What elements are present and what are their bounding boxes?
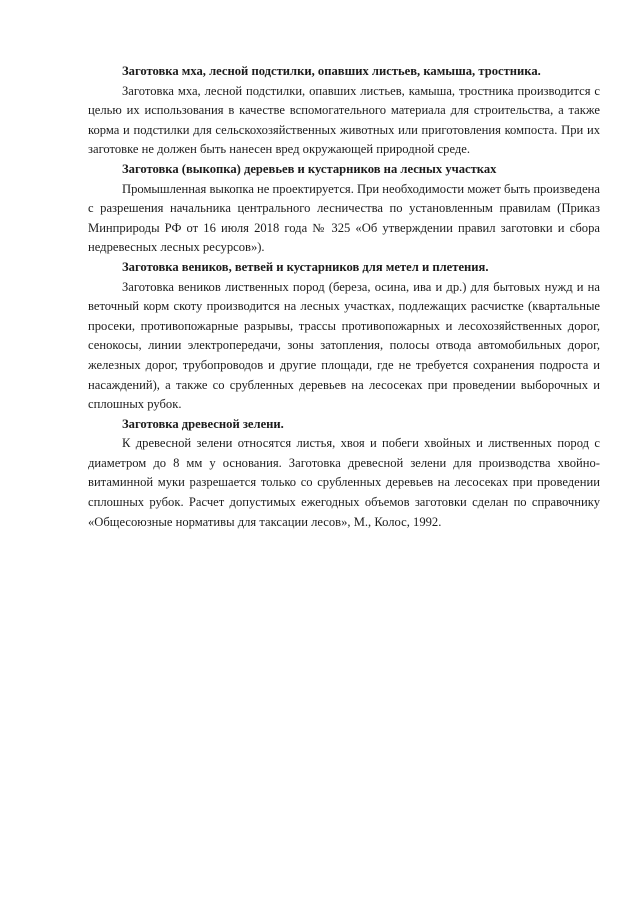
section-title: Заготовка мха, лесной подстилки, опавших листьев, камыша, тростника. (122, 64, 541, 78)
section-moss-litter (88, 62, 600, 160)
section-paragraph: Промышленная выкопка не проектируется. При необходимости может быть произведена с разрешения начальника центрального лесничества по установленным правилам (Приказ Минприроды РФ от 16 июля 2018 года № 325 «Об утверждении правил заготовки и сбора недревесных лесных ресурсов»). (88, 181, 600, 255)
section-paragraph: Заготовка мха, лесной подстилки, опавших листьев, камыша, тростника производится с целью их использования в качестве вспомогательного материала для строительства, а также корма и подстилки для сельскохозяйственных животных или приготовления компоста. При их заготовке не должен быть нанесен вред окружающей природной среде. (88, 83, 600, 157)
section-paragraph: Заготовка веников лиственных пород (береза, осина, ива и др.) для бытовых нужд и на веточный корм скоту производится на лесных участках, подлежащих расчистке (квартальные просеки, противопожарные разрывы, трассы противопожарных и лесохозяйственных дорог, сенокосы, линии электропередачи, зоны затопления, полосы отвода автомобильных дорог, железных дорог, трубопроводов и другие площади, где не требуется сохранения подроста и насаждений), а также со срубленных деревьев на лесосеках при проведении выборочных и сплошных рубок. (88, 279, 600, 412)
section-title: Заготовка веников, ветвей и кустарников для метел и плетения. (122, 259, 489, 274)
document-page (88, 62, 600, 532)
section-paragraph: К древесной зелени относятся листья, хвоя и побеги хвойных и лиственных пород с диаметром до 8 мм у основания. Заготовка древесной зелени для производства хвойно-витаминной муки разрешается только со срубленных деревьев на лесосеках при проведении сплошных рубок. Расчет допустимых ежегодных объемов заготовки сделан по справочнику «Общесоюзные нормативы для таксации лесов», М., Колос, 1992. (88, 436, 600, 529)
section-title: Заготовка (выкопка) деревьев и кустарников на лесных участках (122, 161, 497, 176)
section-tree-digging (88, 160, 600, 258)
section-title: Заготовка древесной зелени. (122, 416, 284, 431)
section-brooms-branches (88, 258, 600, 415)
section-wood-greens (88, 415, 600, 533)
